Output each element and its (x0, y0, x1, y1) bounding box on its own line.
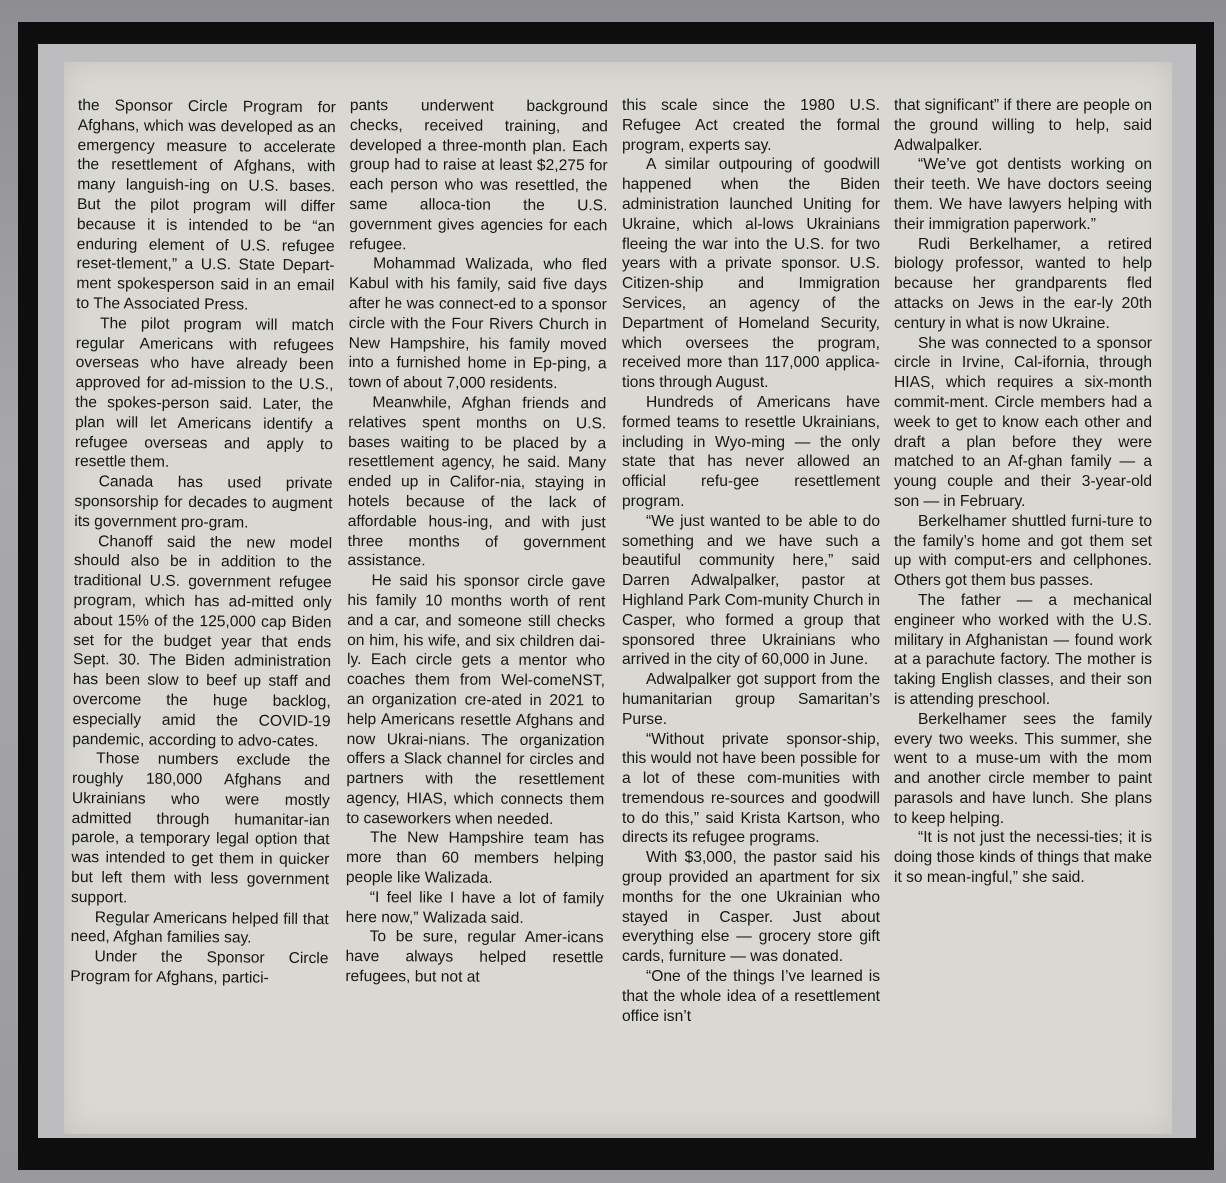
article-column-4 (894, 96, 1152, 1116)
article-paragraph: “We just wanted to be able to do something and we have such a beautiful community here,” said Darren Adwalpalker, pastor at Highland Park Com-munity Church in Casper, who formed a group that sponsored three Ukrainians who arrived in the city of 60,000 in June. (622, 512, 880, 669)
article-paragraph: Meanwhile, Afghan friends and relatives spent months on U.S. bases waiting to be placed by a resettlement agency, he said. Many ended up in Califor-nia, staying in hotels because of the lack of affordable hous-ing, and with just three months of government assistance. (347, 394, 607, 570)
article-paragraph: “We’ve got dentists working on their teeth. We have doctors seeing them. We have lawyers helping with their immigration paperwork.” (894, 156, 1152, 233)
article-paragraph: The pilot program will match regular Americans with refugees overseas who have already been approved for ad-mission to the U.S., the spokes-person said. Later, the plan will let Americans identify a refugee overseas and apply to resettle them. (74, 314, 335, 472)
article-paragraph: She was connected to a sponsor circle in Irvine, Cal-ifornia, through HIAS, which requires a six-month commit-ment. Circle members had a week to get to know each other and draft a plan before they were matched to an Af-ghan family — a young couple and their 3-year-old son — in February. (894, 334, 1152, 510)
article-paragraph: Chanoff said the new model should also be in addition to the traditional U.S. government refugee program, which has ad-mitted only about 15% of the 125,000 cap Biden set for the budget year that ends Sept. 30. The Biden administration has been slow to beef up staff and overcome the huge backlog, especially amid the COVID-19 pandemic, according to advo-cates. (72, 532, 333, 750)
article-paragraph: A similar outpouring of goodwill happened when the Biden administration launched Uniting for Ukraine, which al-lows Ukrainians fleeing the war into the U.S. for two years with a private sponsor. U.S. Citizen-ship and Immigration Services, an agency of the Department of Homeland Security, which oversees the program, received more than 117,000 applica-tions through August. (622, 156, 880, 392)
article-paragraph: pants underwent background checks, received training, and developed a three-month plan. Each group had to raise at least $2,275 for each person who was resettled, the same alloca-tion the U.S. government gives agencies for each refugee. (349, 96, 608, 253)
article-paragraph: the Sponsor Circle Program for Afghans, which was developed as an emergency measure to accelerate the resettlement of Afghans, with many languish-ing on U.S. bases. But the pilot program will differ because it is intended to be “an enduring element of U.S. refugee reset-tlement,” a U.S. State Depart-ment spokesperson said in an email to The Associated Press. (76, 96, 336, 314)
article-paragraph: Adwalpalker got support from the humanitarian group Samaritan’s Purse. (622, 671, 880, 728)
article-paragraph: “One of the things I’ve learned is that the whole idea of a resettlement office isn’t (622, 968, 880, 1025)
article-paragraph: Under the Sponsor Circle Program for Afghans, partici- (70, 948, 329, 987)
article-paragraph: Canada has used private sponsorship for decades to augment its government pro-gram. (74, 473, 333, 532)
article-columns (70, 96, 1158, 1116)
article-paragraph: Mohammad Walizada, who fled Kabul with his family, said five days after he was connect-ed to a sponsor circle with the Four Rivers Church in New Hampshire, his family moved into a furnished home in Ep-ping, a town of about 7,000 residents. (348, 255, 608, 393)
newspaper-clipping (64, 62, 1172, 1134)
article-paragraph: To be sure, regular Amer-icans have always helped resettle refugees, but not at (345, 928, 604, 986)
article-paragraph: Regular Americans helped fill that need, Afghan families say. (70, 908, 329, 948)
article-paragraph: With $3,000, the pastor said his group provided an apartment for six months for the one Ukrainian who stayed in Casper. Just about everything else — grocery store gift cards, furniture — was donated. (622, 849, 880, 966)
article-paragraph: Those numbers exclude the roughly 180,000 Afghans and Ukrainians who were mostly admitted through humanitar-ian parole, a temporary legal option that was intended to get them in quicker but left them with less government support. (70, 750, 331, 907)
article-paragraph: “I feel like I have a lot of family here now,” Walizada said. (345, 888, 604, 927)
article-paragraph: He said his sponsor circle gave his family 10 months worth of rent and a car, and someone still checks on him, his wife, and six children dai-ly. Each circle gets a mentor who coaches them from Wel-comeNST, an organization cre-ated in 2021 to help Americans resettle Afghans and now Ukrai-nians. The organization offers a Slack channel for circles and partners with the resettlement agency, HIAS, which connects them to caseworkers when needed. (346, 572, 606, 828)
article-paragraph: that significant” if there are people on the ground willing to help, said Adwalpalker. (894, 97, 1152, 154)
article-paragraph: Hundreds of Americans have formed teams to resettle Ukrainians, including in Wyo-ming — the only state that has never allowed an official refu-gee resettlement program. (622, 393, 880, 510)
article-paragraph: Rudi Berkelhamer, a retired biology professor, wanted to help because her grandparents fled attacks on Jews in the ear-ly 20th century in what is now Ukraine. (894, 235, 1152, 332)
article-column-1 (69, 96, 336, 1118)
article-paragraph: The father — a mechanical engineer who worked with the U.S. military in Afghanistan — found work at a parachute factory. The mother is taking English classes, and their son is attending preschool. (894, 591, 1152, 708)
article-paragraph: this scale since the 1980 U.S. Refugee Act created the formal program, experts say. (622, 97, 880, 154)
article-column-3 (622, 96, 880, 1116)
article-paragraph: “It is not just the necessi-ties; it is doing those kinds of things that make it so mean-ingful,” she said. (894, 829, 1152, 887)
article-paragraph: Berkelhamer shuttled furni-ture to the family’s home and got them set up with comput-ers and cellphones. Others got them bus passes. (894, 512, 1152, 590)
article-paragraph: “Without private sponsor-ship, this would not have been possible for a lot of these com-munities with tremendous re-sources and goodwill to do this,” said Krista Kartson, who directs its refugee programs. (622, 730, 880, 847)
article-column-2 (345, 96, 608, 1117)
article-paragraph: The New Hampshire team has more than 60 members helping people like Walizada. (345, 829, 605, 887)
article-paragraph: Berkelhamer sees the family every two weeks. This summer, she went to a muse-um with the mom and another circle member to paint parasols and have lunch. She plans to keep helping. (894, 710, 1152, 827)
